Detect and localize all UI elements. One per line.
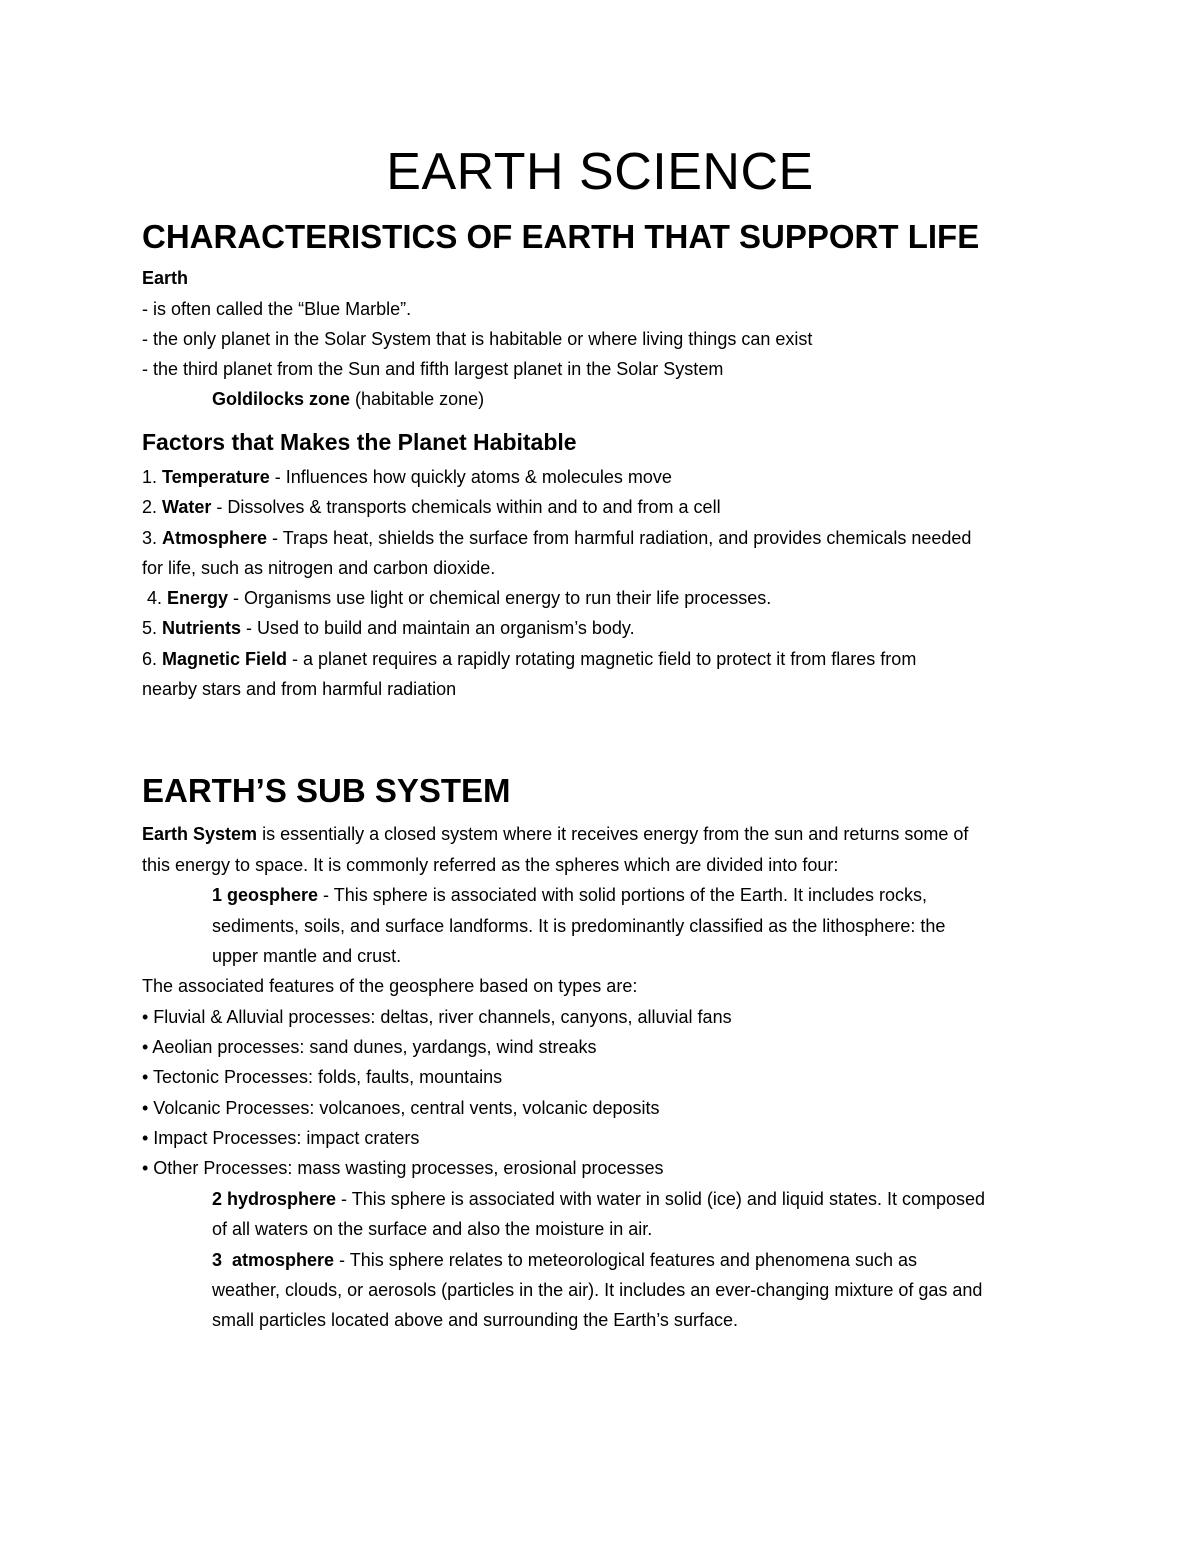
hydrosphere-line: 2 hydrosphere - This sphere is associated with water in solid (ice) and liquid states. It composed <box>212 1189 986 1209</box>
features-intro: The associated features of the geosphere based on types are: <box>142 976 638 996</box>
factor-item-atmosphere-cont: for life, such as nitrogen and carbon dioxide. <box>142 558 496 578</box>
geosphere-line: sediments, soils, and surface landforms. It is predominantly classified as the lithosphere: the <box>212 916 946 936</box>
earth-line: - the third planet from the Sun and fifth largest planet in the Solar System <box>142 359 724 379</box>
earth-line: - the only planet in the Solar System that is habitable or where living things can exist <box>142 329 813 349</box>
bullet-item: • Fluvial & Alluvial processes: deltas, river channels, canyons, alluvial fans <box>142 1007 732 1027</box>
factor-item-magnetic-field-cont: nearby stars and from harmful radiation <box>142 679 457 699</box>
atmosphere-line: weather, clouds, or aerosols (particles in the air). It includes an ever-changing mixture of gas and <box>212 1280 983 1300</box>
atmosphere-line: small particles located above and surrounding the Earth’s surface. <box>212 1310 738 1330</box>
geosphere-line: upper mantle and crust. <box>212 946 402 966</box>
bullet-item: • Volcanic Processes: volcanoes, central vents, volcanic deposits <box>142 1098 660 1118</box>
bullet-item: • Aeolian processes: sand dunes, yardangs, wind streaks <box>142 1037 597 1057</box>
earth-system-intro: Earth System is essentially a closed system where it receives energy from the sun and returns some of <box>142 824 969 844</box>
factor-item-nutrients: 5. Nutrients - Used to build and maintain an organism’s body. <box>142 618 635 638</box>
earth-label: Earth <box>142 268 189 288</box>
hydrosphere-line: of all waters on the surface and also the moisture in air. <box>212 1219 653 1239</box>
factor-item-water: 2. Water - Dissolves & transports chemicals within and to and from a cell <box>142 497 721 517</box>
section-heading-sub-system: EARTH’S SUB SYSTEM <box>142 772 511 809</box>
bullet-item: • Tectonic Processes: folds, faults, mountains <box>142 1067 503 1087</box>
earth-system-intro-cont: this energy to space. It is commonly referred as the spheres which are divided into four: <box>142 855 839 875</box>
factor-item-energy: 4. Energy - Organisms use light or chemical energy to run their life processes. <box>142 588 772 608</box>
atmosphere-line: 3 atmosphere - This sphere relates to meteorological features and phenomena such as <box>212 1250 918 1270</box>
earth-line: - is often called the “Blue Marble”. <box>142 299 412 319</box>
factors-heading: Factors that Makes the Planet Habitable <box>142 429 577 455</box>
goldilocks-zone-line: Goldilocks zone (habitable zone) <box>212 389 485 409</box>
factor-item-magnetic-field: 6. Magnetic Field - a planet requires a rapidly rotating magnetic field to protect it from flares from <box>142 649 917 669</box>
bullet-item: • Other Processes: mass wasting processes, erosional processes <box>142 1158 664 1178</box>
section-heading-characteristics: CHARACTERISTICS OF EARTH THAT SUPPORT LIFE <box>142 218 980 255</box>
factor-item-temperature: 1. Temperature - Influences how quickly atoms & molecules move <box>142 467 672 487</box>
document-title: EARTH SCIENCE <box>386 143 814 201</box>
bullet-item: • Impact Processes: impact craters <box>142 1128 420 1148</box>
factor-item-atmosphere: 3. Atmosphere - Traps heat, shields the surface from harmful radiation, and provides chemicals needed <box>142 528 972 548</box>
geosphere-line: 1 geosphere - This sphere is associated with solid portions of the Earth. It includes rocks, <box>212 885 927 905</box>
